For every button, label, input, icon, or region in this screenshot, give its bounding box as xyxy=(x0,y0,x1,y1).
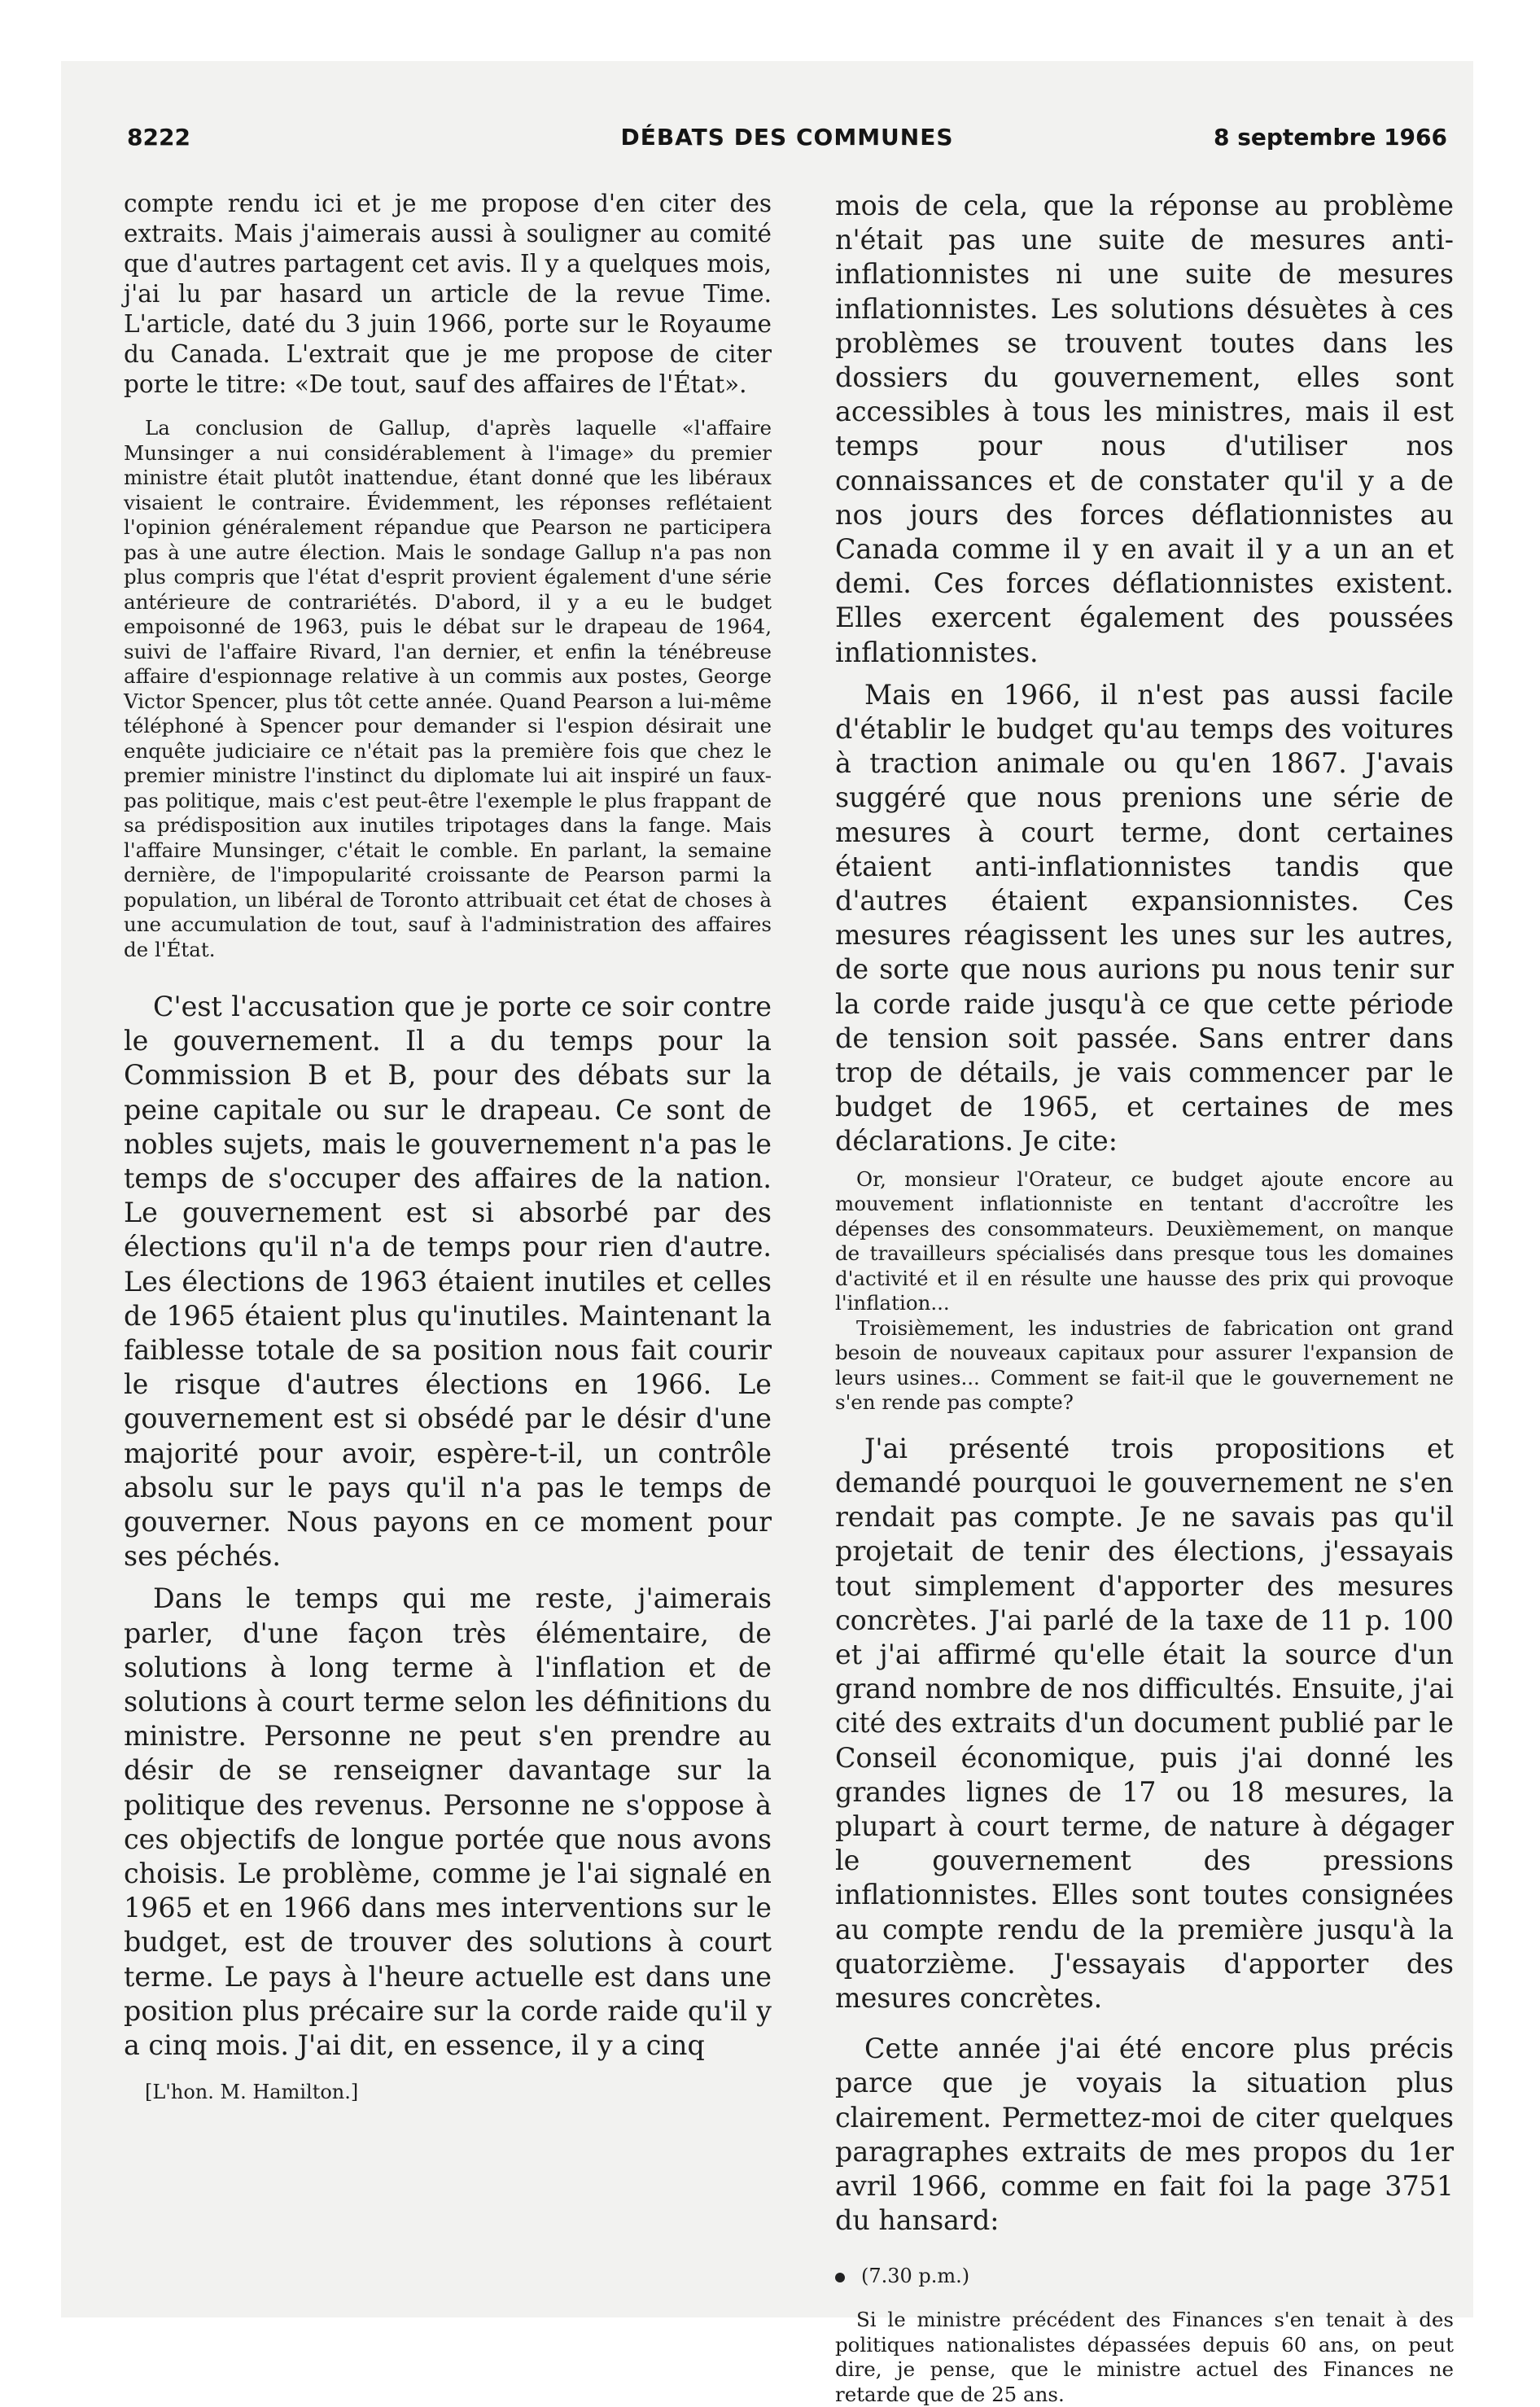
bullet-icon xyxy=(835,2273,845,2282)
page-date: 8 septembre 1966 xyxy=(1214,124,1447,151)
left-paragraph-1: C'est l'accusation que je porte ce soir contre le gouvernement. Il a du temps pour la Commission B et B, pour des débats sur la peine capitale ou sur le drapeau. Ce sont de nobles sujets, mais le gouvernement n'a pas le temps de s'occuper des affaires de la nation. Le gouvernement est si absorbé par des élections qu'il n'a de temps pour rien d'autre. Les élections de 1963 étaient inutiles et celles de 1965 étaient plus qu'inutiles. Maintenant la faiblesse totale de sa position nous fait courir le risque d'autres élections en 1966. Le gouvernement est si obsédé par le désir d'une majorité pour avoir, espère-t-il, un contrôle absolu sur le pays qu'il n'a pas le temps de gouverner. Nous payons en ce moment pour ses péchés. xyxy=(124,991,772,1573)
right-paragraph-3: Cette année j'ai été encore plus précis parce que je voyais la situation plus clairement. Permettez-moi de citer quelques paragraphes extraits de mes propos du 1er avril 1966, comme en fait foi la page 3751 du hansard: xyxy=(835,2033,1454,2237)
left-intro-paragraph: compte rendu ici et je me propose d'en citer des extraits. Mais j'aimerais aussi à souligner au comité que d'autres partagent cet avis. Il y a quelques mois, j'ai lu par hasard un article de la revue Time. L'article, daté du 3 juin 1966, porte sur le Royaume du Canada. L'extrait que je me propose de citer porte le titre: «De tout, sauf des affaires de l'État». xyxy=(124,190,772,398)
right-paragraph-2: J'ai présenté trois propositions et demandé pourquoi le gouvernement ne s'en rendait pas compte. Je ne savais pas qu'il projetait de tenir des élections, j'essayais tout simplement d'apporter des mesures concrètes. J'ai parlé de la taxe de 11 p. 100 et j'ai affirmé qu'elle était la source d'un grand nombre de nos difficultés. Ensuite, j'ai cité des extraits d'un document publié par le Conseil économique, puis j'ai donné les grandes lignes de 17 ou 18 mesures, la plupart à court terme, de nature à dégager le gouvernement des pressions inflationnistes. Elles sont toutes consignées au compte rendu de la première jusqu'à la quatorzième. J'essayais d'apporter des mesures concrètes. xyxy=(835,1432,1454,2014)
speaker-attribution: [L'hon. M. Hamilton.] xyxy=(145,2081,359,2104)
right-paragraph-1: Mais en 1966, il n'est pas aussi facile d'établir le budget qu'au temps des voitures à traction animale ou qu'en 1867. J'avais suggéré que nous prenions une série de mesures à court terme, dont certaines étaient anti-inflationnistes tandis que d'autres étaient expansionnistes. Ces mesures réagissent les unes sur les autres, de sorte que nous aurions pu nous tenir sur la corde raide jusqu'à ce que cette période de tension soit passée. Sans entrer dans trop de détails, je vais commencer par le budget de 1965, et certaines de mes déclarations. Je cite: xyxy=(835,678,1454,1158)
left-paragraph-2: Dans le temps qui me reste, j'aimerais parler, d'une façon très élémentaire, de solutions à long terme à l'inflation et de solutions à court terme selon les définitions du ministre. Personne ne peut s'en prendre au désir de se renseigner davantage sur la politique des revenus. Personne ne s'oppose à ces objectifs de longue portée que nous avons choisis. Le problème, comme je l'ai signalé en 1965 et en 1966 dans mes interventions sur le budget, est de trouver des solutions à court terme. Le pays à l'heure actuelle est dans une position plus précaire sur la corde raide qu'il y a cinq mois. J'ai dit, en essence, il y a cinq xyxy=(124,1582,772,2062)
right-quote-2: Troisièmement, les industries de fabrication ont grand besoin de nouveaux capitaux pour assurer l'expansion de leurs usines... Comment se fait-il que le gouvernement ne s'en rende pas compte? xyxy=(835,1315,1454,1415)
page-number: 8222 xyxy=(127,124,190,151)
left-column xyxy=(124,189,772,2123)
right-column xyxy=(835,189,1454,2407)
time-marker xyxy=(835,2264,1454,2288)
right-quote-1: Or, monsieur l'Orateur, ce budget ajoute encore au mouvement inflationniste en tentant d'accroître les dépenses des consommateurs. Deuxièmement, on manque de travailleurs spécialisés dans presque tous les domaines d'activité et il en résulte une hausse des prix qui provoque l'inflation... xyxy=(835,1166,1454,1315)
left-quoted-passage: La conclusion de Gallup, d'après laquelle «l'affaire Munsinger a nui considérablement à l'image» du premier ministre était plutôt inattendue, étant donné que les libéraux visaient le contraire. Évidemment, les réponses reflétaient l'opinion généralement répandue que Pearson ne participera pas à une autre élection. Mais le sondage Gallup n'a pas non plus compris que l'état d'esprit provient également d'une série antérieure de contrariétés. D'abord, il y a eu le budget empoisonné de 1963, puis le débat sur le drapeau de 1964, suivi de l'affaire Rivard, l'an dernier, et enfin la ténébreuse affaire d'espionnage relative à un commis aux postes, George Victor Spencer, plus tôt cette année. Quand Pearson a lui-même téléphoné à Spencer pour demander si l'espion désirait une enquête judiciaire ce n'était pas la première fois que chez le premier ministre l'instinct du diplomate lui ait inspiré un faux-pas politique, mais c'est peut-être l'exemple le plus frappant de sa prédisposition aux inutiles tripotages dans la fange. Mais l'affaire Munsinger, c'était le comble. En parlant, la semaine dernière, de l'impopularité croissante de Pearson parmi la population, un libéral de Toronto attribuait cet état de choses à une accumulation de tout, sauf à l'administration des affaires de l'État. xyxy=(124,416,772,961)
page-header xyxy=(127,124,1447,160)
right-paragraph-0: mois de cela, que la réponse au problème n'était pas une suite de mesures anti-inflationnistes ni une suite de mesures inflationnistes. Les solutions désuètes à ces problèmes se trouvent toutes dans les dossiers du gouvernement, elles sont accessibles à tous les ministres, mais il est temps pour nous d'utiliser nos connaissances et de constater qu'il y a de nos jours des forces déflationnistes au Canada comme il y en avait il y a un an et demi. Ces forces déflationnistes existent. Elles exercent également des poussées inflationnistes. xyxy=(835,190,1454,668)
right-quote-3: Si le ministre précédent des Finances s'en tenait à des politiques nationalistes dépassées depuis 60 ans, on peut dire, je pense, que le ministre actuel des Finances ne retarde que de 25 ans. xyxy=(835,2308,1454,2406)
time-label: (7.30 p.m.) xyxy=(861,2265,970,2288)
publication-title: DÉBATS DES COMMUNES xyxy=(620,124,954,151)
